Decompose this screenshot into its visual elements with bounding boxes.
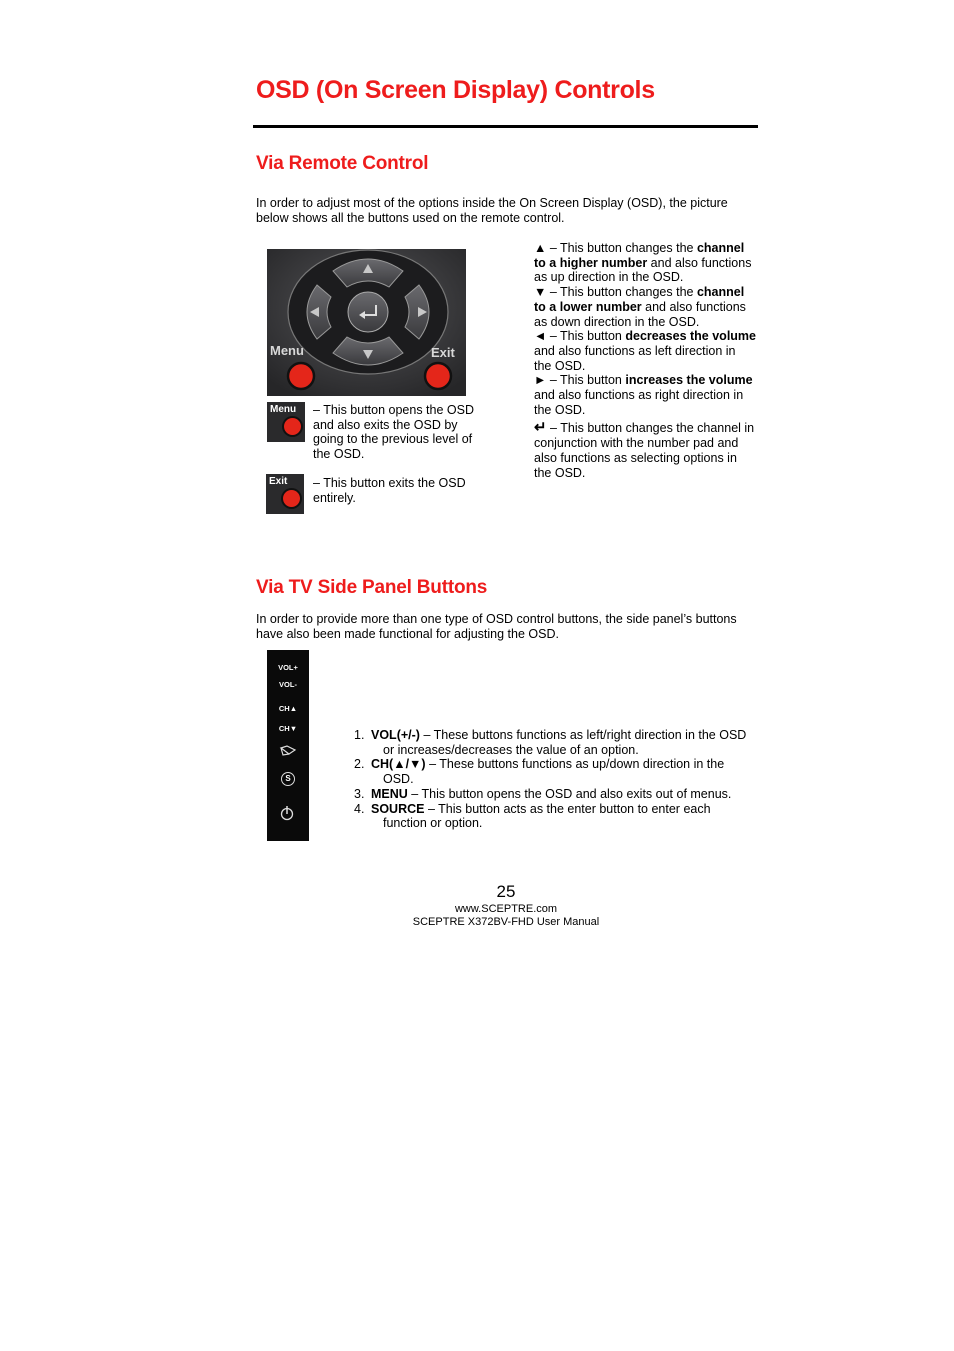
menu-button-image (267, 402, 305, 442)
enter-icon: ↵ (534, 419, 547, 437)
side-panel-image (267, 650, 309, 841)
remote-button-descriptions (534, 241, 756, 480)
page-title: OSD (On Screen Display) Controls (256, 76, 655, 104)
down-button-description: ▼ – This button changes the channel to a lower number and also functions as down direction in the OSD. (534, 285, 746, 329)
step-source: 4. SOURCE – This button acts as the enter button to enter each function or option. (354, 801, 711, 831)
menu-button-label: Menu (270, 404, 297, 415)
right-button-description: ► – This button increases the volume and also functions as right direction in the OSD. (534, 373, 753, 417)
left-button-description: ◄ – This button decreases the volume and also functions as left direction in the OSD. (534, 329, 756, 373)
menu-button-dot (284, 418, 301, 435)
exit-button-description: – This button exits the OSD entirely. (313, 476, 466, 505)
remote-control-image (267, 249, 466, 396)
ch-up-label: CH▲ (278, 704, 298, 713)
page-number: 25 (496, 882, 516, 901)
right-arrow-icon: ► (534, 373, 547, 388)
remote-intro: In order to adjust most of the options inside the On Screen Display (OSD), the picture below shows all the buttons used on the remote control. (256, 196, 728, 225)
panel-section-heading: Via TV Side Panel Buttons (256, 577, 488, 598)
remote-exit-label: Exit (431, 345, 455, 360)
exit-button-label: Exit (269, 476, 288, 487)
power-icon (280, 805, 294, 821)
exit-button-dot (283, 490, 300, 507)
title-divider (253, 125, 758, 128)
vol-minus-label: VOL- (279, 680, 297, 689)
menu-button-description: – This button opens the OSD and also exits the OSD by going to the previous level of the OSD. (313, 403, 474, 462)
panel-button-steps (354, 728, 754, 831)
up-arrow-icon: ▲ (534, 241, 547, 255)
panel-intro: In order to provide more than one type of OSD control buttons, the side panel’s buttons have also been made functional for adjusting the OSD. (256, 612, 737, 641)
down-arrow-icon: ▼ (534, 285, 547, 300)
enter-button-description: ↵ – This button changes the channel in conjunction with the number pad and also functions as selecting options in the OSD. (534, 419, 755, 480)
ch-down-label: CH▼ (278, 724, 298, 733)
source-icon: S (281, 772, 295, 786)
step-menu: 3. MENU – This button opens the OSD and also exits out of menus. (354, 786, 732, 801)
footer-manual-title: SCEPTRE X372BV-FHD User Manual (412, 916, 600, 928)
footer-website: www.SCEPTRE.com (454, 903, 558, 915)
vol-plus-label: VOL+ (278, 663, 298, 672)
step-ch: 2. CH(▲/▼) – These buttons functions as up/down direction in the OSD. (354, 757, 725, 787)
remote-section-heading: Via Remote Control (256, 153, 429, 174)
left-arrow-icon: ◄ (534, 329, 547, 344)
up-button-description: ▲ – This button changes the channel to a higher number and also functions as up direction in the OSD. (534, 241, 752, 285)
remote-dpad-icon (267, 249, 466, 396)
exit-button-image (266, 474, 304, 514)
step-vol: 1. VOL(+/-) – These buttons functions as left/right direction in the OSD or increases/decreases the value of an option. (354, 728, 747, 757)
menu-icon (279, 744, 297, 758)
remote-menu-label: Menu (270, 343, 304, 358)
